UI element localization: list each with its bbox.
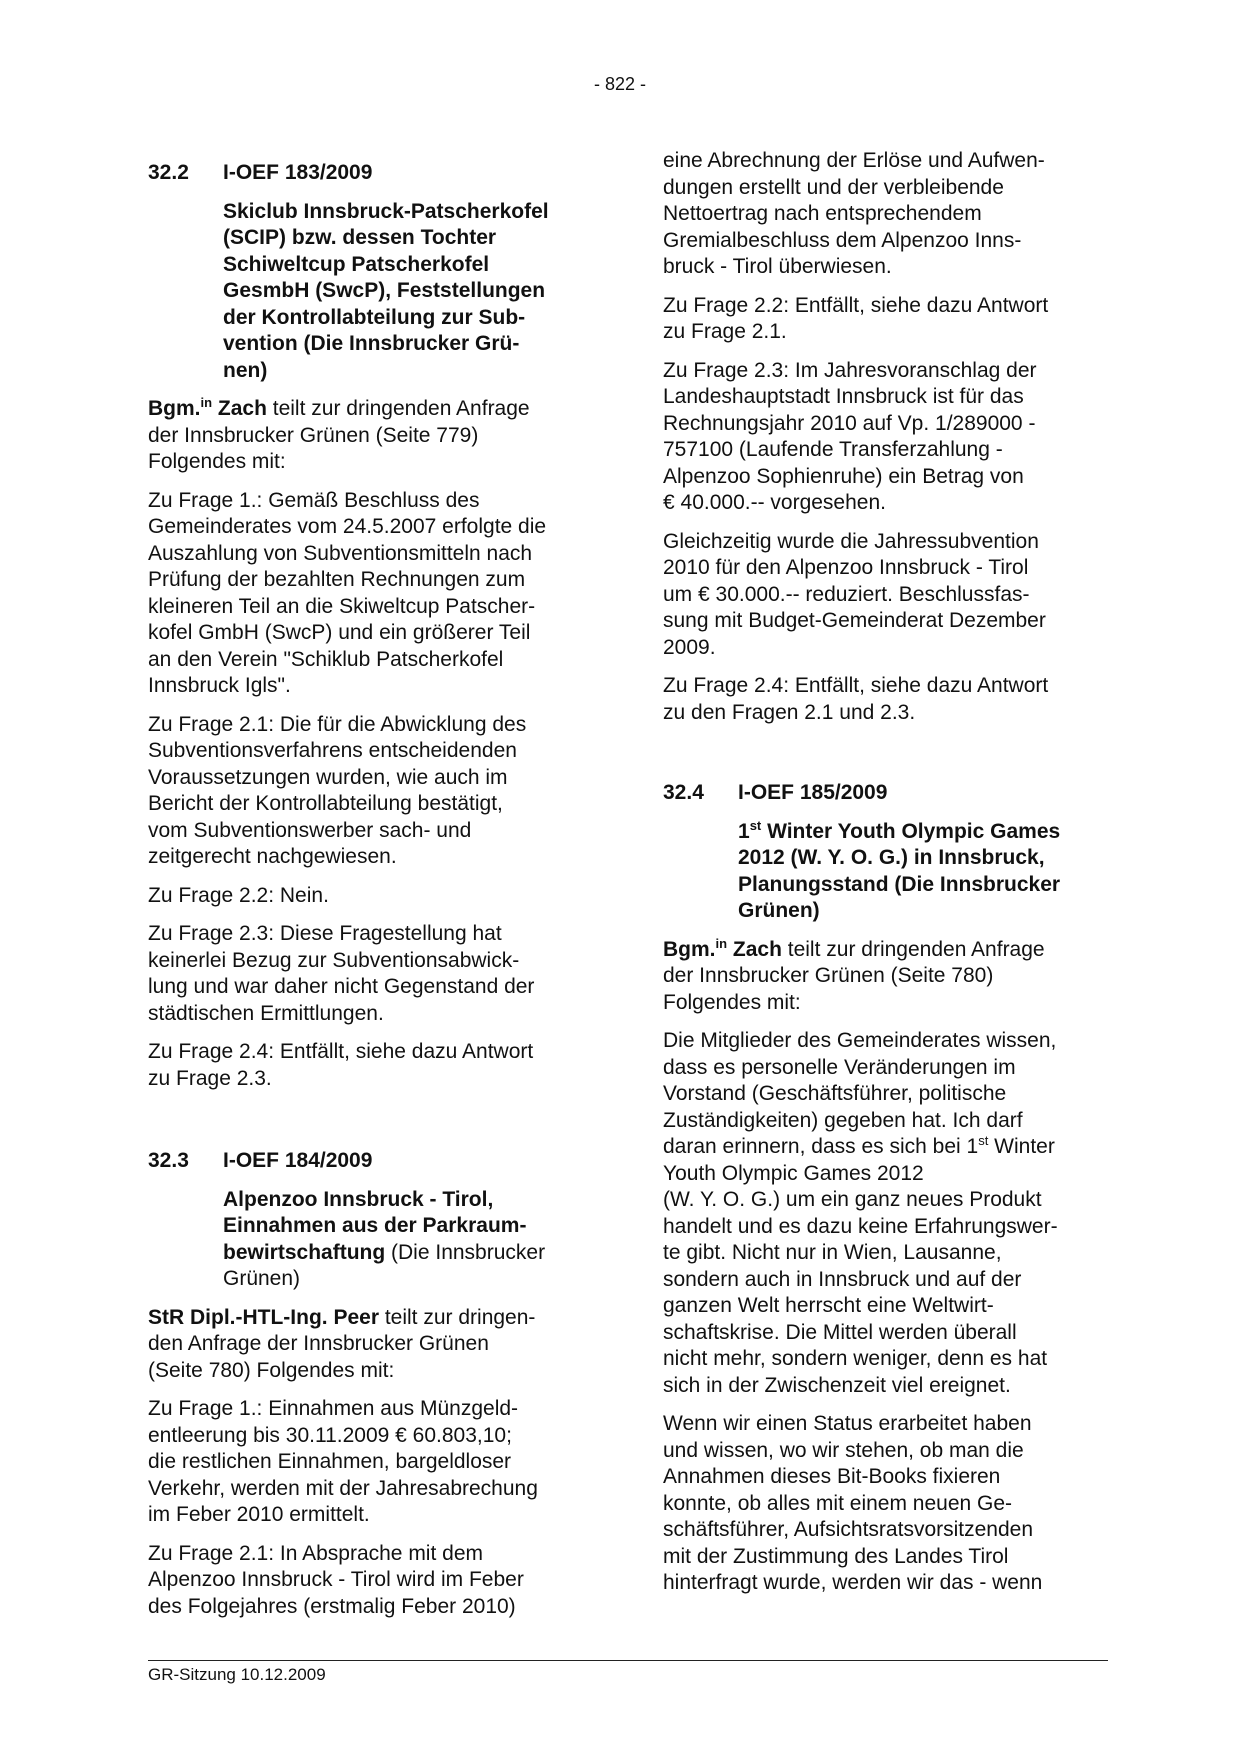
section-code: I-OEF 184/2009 [223,1149,373,1172]
section-subject: Skiclub Innsbruck-Patscherkofel (SCIP) bzw. dessen Tochter Schiweltcup Patscherkofel GesmbH (SwcP), Feststellungen der Kontrollabteilung zur Sub- vention (Die Innsbrucker Grü- nen) [223,199,549,382]
speaker-name: Zach [732,937,782,961]
speaker-intro [663,937,1103,1017]
paragraph: Zu Frage 2.1: In Absprache mit dem Alpenzoo Innsbruck - Tirol wird im Feber des Folgejahres (erstmalig Feber 2010) [148,1541,524,1618]
section-code: I-OEF 185/2009 [738,781,888,804]
paragraph: Zu Frage 2.3: Im Jahresvoranschlag der Landeshauptstadt Innsbruck ist für das Rechnungsjahr 2010 auf Vp. 1/289000 - 757100 (Laufende Transferzahlung - Alpenzoo Sophienruhe) ein Betrag von € 40.000.-- vorgesehen. [663,358,1037,514]
subject-bold: Alpenzoo Innsbruck - Tirol, Einnahmen aus der Parkraum- bewirtschaftung [223,1187,527,1264]
paragraph: Zu Frage 2.1: Die für die Abwicklung des Subventionsverfahrens entscheidenden Voraussetzungen wurden, wie auch im Bericht der Kontrollabteilung bestätigt, vom Subventionswerber sach- und zeitgerecht nachgewiesen. [148,712,527,868]
section-heading-32-4 [663,780,1103,807]
paragraph: Wenn wir einen Status erarbeitet haben und wissen, wo wir stehen, ob man die Annahmen dieses Bit-Books fixieren konnte, ob alles mit einem neuen Ge- schäftsführer, Aufsichtsratsvorsitzenden mit der Zustimmung des Landes Tirol hinterfragt wurde, werden wir das - wenn [663,1412,1043,1594]
paragraph: Zu Frage 1.: Gemäß Beschluss des Gemeinderates vom 24.5.2007 erfolgte die Auszahlung von Subventionsmitteln nach Prüfung der bezahlten Rechnungen zum kleineren Teil an die Skiweltcup Patscher- kofel GmbH (SwcP) und ein größerer Teil an den Verein "Schiklub Patscherkofel Innsbruck Igls". [148,488,547,697]
speaker-name: Zach [217,397,267,420]
paragraph: Zu Frage 2.4: Entfällt, siehe dazu Antwort zu den Fragen 2.1 und 2.3. [663,674,1049,724]
right-column [663,148,1103,1609]
speaker-intro [148,1305,588,1385]
subject-prefix: 1 [738,819,750,843]
paragraph: Zu Frage 2.3: Diese Fragestellung hat keinerlei Bezug zur Subventionsabwick- lung und war daher nicht Gegenstand der städtischen Ermittlungen. [148,922,535,1025]
section-subject [223,1187,588,1293]
speaker-sup: in [715,935,728,951]
speaker-title: Bgm. [663,937,716,961]
paragraph: eine Abrechnung der Erlöse und Aufwen- dungen erstellt und der verbleibende Nettoertrag nach entsprechendem Gremialbeschluss dem Alpenzoo Inns- bruck - Tirol überwiesen. [663,149,1045,278]
paragraph: Zu Frage 2.2: Nein. [148,883,329,907]
paragraph: Zu Frage 2.2: Entfällt, siehe dazu Antwort zu Frage 2.1. [663,293,1049,343]
left-column [148,160,588,1632]
section-heading-32-2 [148,160,588,187]
section-subject [738,819,1103,925]
section-number: 32.2 [148,161,189,184]
spacer [663,738,1103,780]
subject-sup: st [749,817,762,833]
paragraph: Zu Frage 2.4: Entfällt, siehe dazu Antwort zu Frage 2.3. [148,1040,534,1090]
paragraph-part: Die Mitglieder des Gemeinderates wissen, dass es personelle Veränderungen im Vorstand (Geschäftsführer, politische Zuständigkeiten) gegeben hat. Ich darf daran erinnern, dass es sich bei 1 [663,1029,1057,1158]
section-number: 32.3 [148,1149,189,1172]
ordinal-sup: st [978,1133,989,1148]
intro-text: teilt zur dringen- den Anfrage der Innsbrucker Grünen (Seite 780) Folgendes mit: [148,1305,536,1382]
speaker-title: Bgm. [148,397,201,420]
speaker-intro [148,396,588,476]
section-code: I-OEF 183/2009 [223,161,373,184]
paragraph [663,1028,1103,1399]
spacer [148,1104,588,1148]
paragraph: Zu Frage 1.: Einnahmen aus Münzgeld- entleerung bis 30.11.2009 € 60.803,10; die restlichen Einnahmen, bargeldloser Verkehr, werden mit der Jahresabrechung im Feber 2010 ermittelt. [148,1397,538,1526]
footer-divider [148,1660,1108,1661]
intro-text: teilt zur dringenden Anfrage der Innsbrucker Grünen (Seite 780) Folgendes mit: [663,937,1045,1014]
footer-text: GR-Sitzung 10.12.2009 [148,1665,326,1684]
intro-text: teilt zur dringenden Anfrage der Innsbrucker Grünen (Seite 779) Folgendes mit: [148,397,530,473]
subject-normal: (Die Innsbrucker Grünen) [223,1240,546,1290]
section-number: 32.4 [663,781,704,804]
speaker-sup: in [200,395,213,410]
subject-text: Winter Youth Olympic Games 2012 (W. Y. O. G.) in Innsbruck, Planungsstand (Die Innsbrucker Grünen) [738,819,1061,922]
paragraph: Gleichzeitig wurde die Jahressubvention 2010 für den Alpenzoo Innsbruck - Tirol um € 30.000.-- reduziert. Beschlussfas- sung mit Budget-Gemeinderat Dezember 2009. [663,529,1046,659]
section-heading-32-3 [148,1148,588,1175]
page-number: - 822 - [593,74,647,94]
paragraph-part: Winter Youth Olympic Games 2012 (W. Y. O. G.) um ein ganz neues Produkt handelt und es dazu keine Erfahrungswer- te gibt. Nicht nur in Wien, Lausanne, sondern auch in Innsbruck und auf der ganzen Welt herrscht eine Weltwirt- schaftskrise. Die Mittel werden überall nicht mehr, sondern weniger, denn es hat sich in der Zwischenzeit viel ereignet. [663,1135,1058,1397]
speaker-name: StR Dipl.-HTL-Ing. Peer [148,1305,379,1329]
